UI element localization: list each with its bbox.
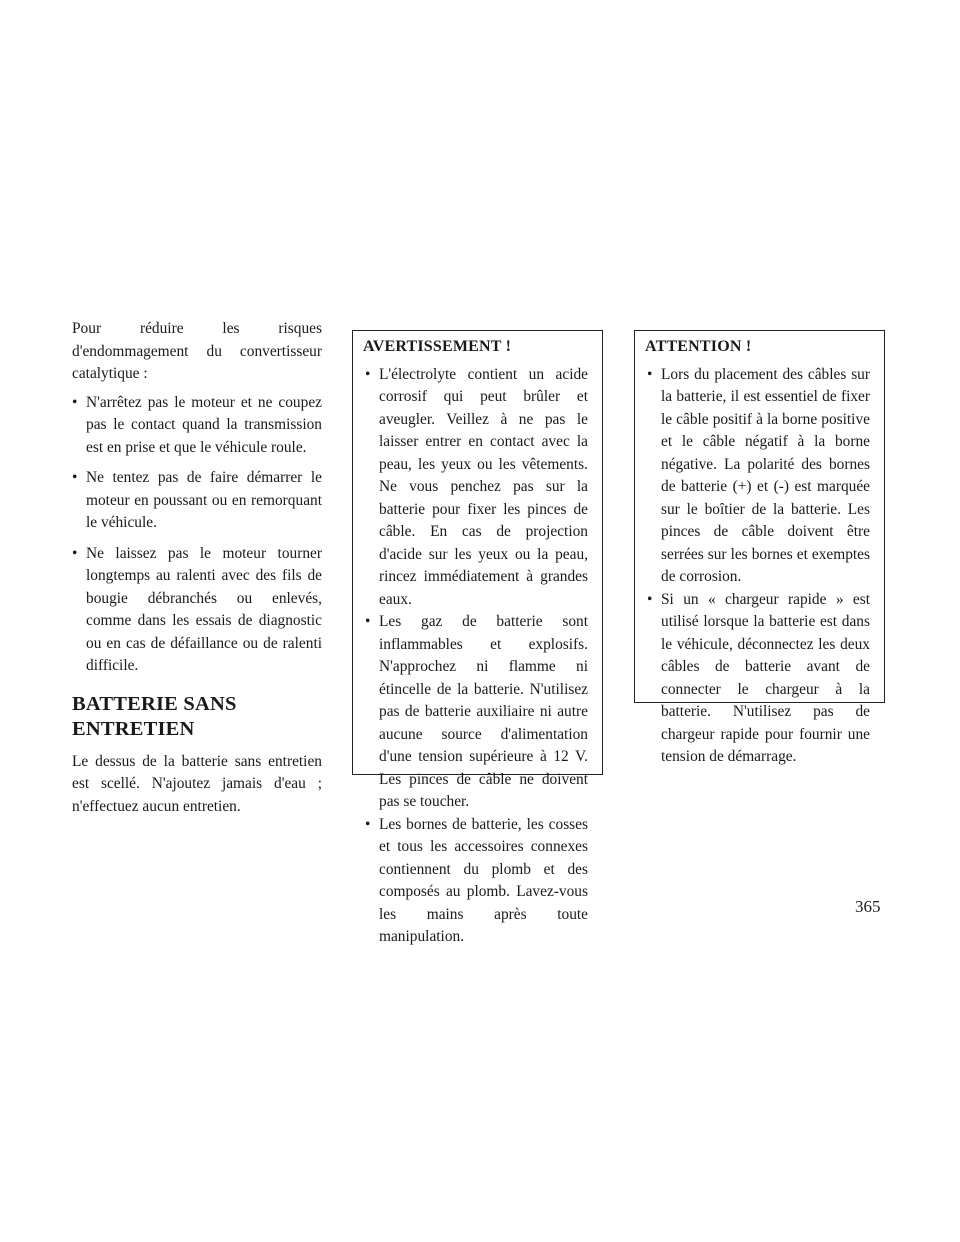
list-item: • Les bornes de batterie, les cosses et tous les accessoires connexes contiennent du plomb et des composés au plomb. Lavez-vous les mains après toute manipulation. (367, 814, 588, 949)
caution-list (649, 364, 870, 769)
list-item: • L'électrolyte contient un acide corrosif qui peut brûler et aveugler. Veillez à ne pas le laisser entrer en contact avec la peau, les yeux ou les vêtements. Ne vous penchez pas sur la batterie pour fixer les pinces de câble. En cas de projection d'acide sur les yeux ou la peau, rincez immédiatement à grandes eaux. (367, 364, 588, 612)
list-item: • Ne laissez pas le moteur tourner longtemps au ralenti avec des fils de bougie débranchés ou enlevés, comme dans les essais de diagnostic ou en cas de défaillance ou de ralenti difficile. (72, 543, 322, 678)
list-item: • N'arrêtez pas le moteur et ne coupez pas le contact quand la transmission est en prise et que le véhicule roule. (72, 392, 322, 460)
list-item: • Ne tentez pas de faire démarrer le moteur en poussant ou en remorquant le véhicule. (72, 467, 322, 535)
section-heading (72, 692, 322, 742)
warning-title: AVERTISSEMENT ! (363, 338, 512, 355)
warning-box (352, 330, 603, 945)
intro-paragraph: Pour réduire les risques d'endommagement du convertisseur catalytique : (72, 320, 322, 382)
caution-title: ATTENTION ! (645, 338, 752, 355)
caution-box (634, 330, 885, 765)
list-item: • Les gaz de batterie sont inflammables et explosifs. N'approchez ni flamme ni étincelle de la batterie. N'utilisez pas de batterie auxiliaire ni autre aucune source d'alimentation d'une tension supérieure à 12 V. Les pinces de câble ne doivent pas se toucher. (367, 611, 588, 814)
catalytic-converter-list (72, 392, 322, 678)
section-heading-line1: BATTERIE SANS (72, 692, 237, 715)
section-body: Le dessus de la batterie sans entretien est scellé. N'ajoutez jamais d'eau ; n'effectuez aucun entretien. (72, 752, 322, 815)
list-item: • Si un « chargeur rapide » est utilisé lorsque la batterie est dans le véhicule, déconnectez les deux câbles de batterie avant de connecter le chargeur à la batterie. N'utilisez pas de chargeur rapide pour fournir une tension de démarrage. (649, 589, 870, 769)
left-column (72, 318, 322, 824)
warning-list (367, 364, 588, 949)
section-heading-line2: ENTRETIEN (72, 717, 195, 740)
page-number: 365 (855, 897, 881, 916)
list-item: • Lors du placement des câbles sur la batterie, il est essentiel de fixer le câble positif à la borne positive et le câble négatif à la borne négative. La polarité des bornes de batterie (+) et (-) est marquée sur le boîtier de la batterie. Les pinces de câble doivent être serrées sur les bornes et exemptes de corrosion. (649, 364, 870, 589)
